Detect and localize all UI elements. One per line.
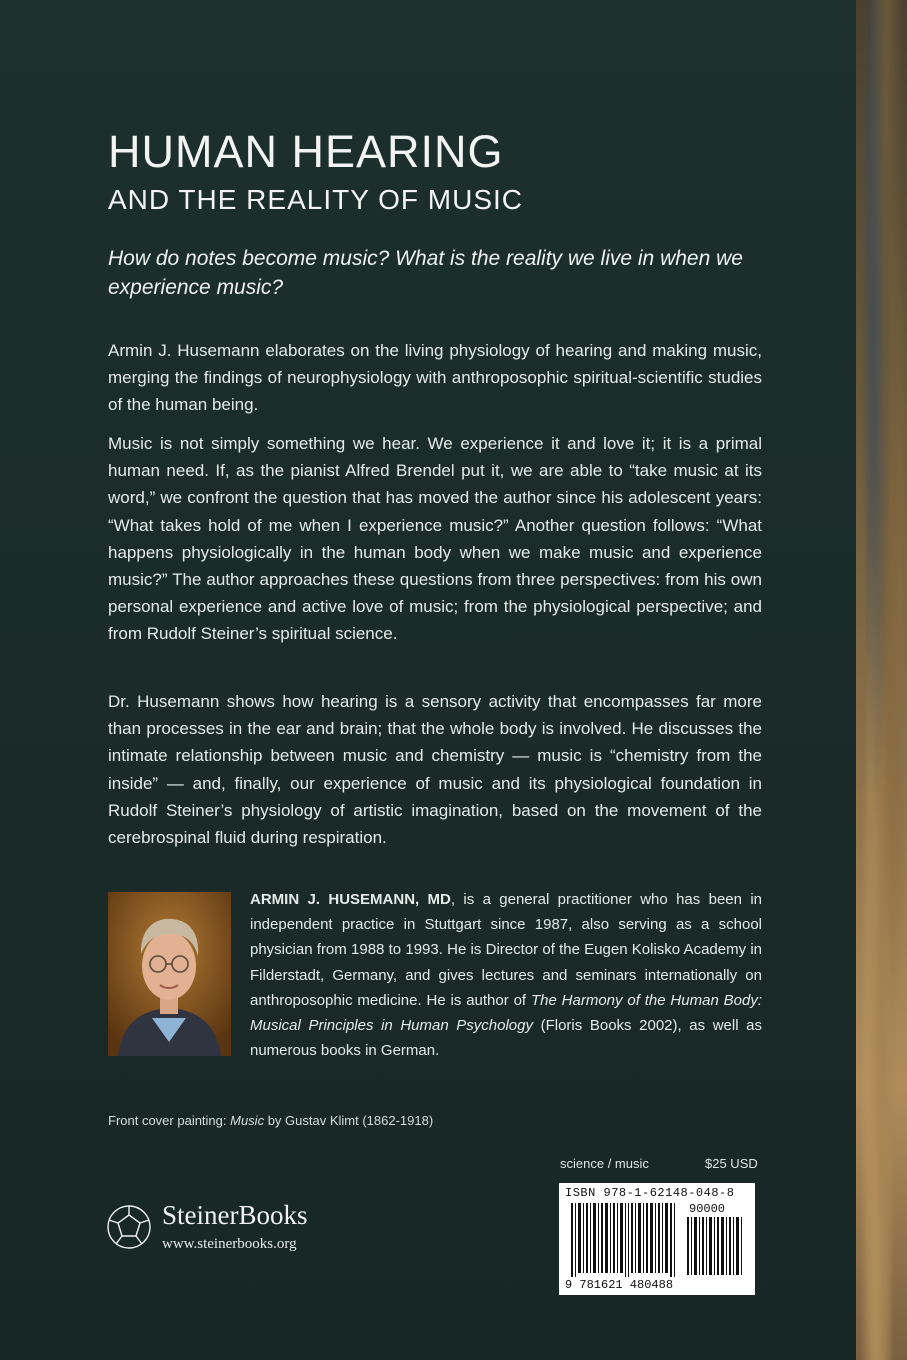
barcode-addon: 90000: [689, 1202, 726, 1216]
author-bio: [250, 887, 762, 1063]
isbn-barcode: [559, 1183, 755, 1295]
author-portrait-icon: [108, 892, 231, 1056]
author-bio-text-2: (Floris Books 2002), as well as numerous books in German.: [250, 1017, 762, 1060]
category-label: science / music: [560, 1156, 649, 1171]
credit-work: Music: [230, 1113, 265, 1128]
publisher-name: SteinerBooks: [162, 1200, 308, 1230]
description-paragraph-1: Armin J. Husemann elaborates on the living physiology of hearing and making music, merging the findings of neurophysiology with anthroposophic spiritual-scientific studies of the human being.: [108, 341, 762, 415]
credit-prefix: Front cover painting:: [108, 1113, 231, 1128]
isbn-number: ISBN 978-1-62148-048-8: [565, 1186, 735, 1200]
book-subtitle: AND THE REALITY OF MUSIC: [108, 184, 524, 215]
barcode-digits: 9 781621 480488: [565, 1278, 674, 1292]
steinerbooks-dodecahedron-icon: [106, 1204, 152, 1250]
tagline: How do notes become music? What is the reality we live in when we experience music?: [108, 247, 743, 299]
description-paragraph-2: Music is not simply something we hear. We experience it and love it; it is a primal human need. If, as the pianist Alfred Brendel put it, we are able to “take music at its word,” we confront the question that has moved the author since his adolescent years: “What takes hold of me when I experience music?” Another question follows: “What happens physiologically in the human body when we make music and experience music?” The author approaches these questions from three perspectives: from his own personal experience and active love of music; from the physiological perspective; and from Rudolf Steiner’s spiritual science.: [108, 434, 762, 644]
cover-painting-edge: [856, 0, 907, 1360]
publisher-website: www.steinerbooks.org: [162, 1236, 297, 1252]
author-name: ARMIN J. HUSEMANN, MD: [250, 891, 451, 908]
description-paragraph-3: Dr. Husemann shows how hearing is a sensory activity that encompasses far more than processes in the ear and brain; that the whole body is involved. He discusses the intimate relationship between music and chemistry — music is “chemistry from the inside” — and, finally, our experience of music and its physiological foundation in Rudolf Steiner’s physiology of artistic imagination, based on the movement of the cerebrospinal fluid during respiration.: [108, 692, 762, 848]
price-label: $25 USD: [705, 1156, 758, 1171]
book-title: HUMAN HEARING: [108, 126, 504, 177]
author-photo: [108, 892, 231, 1056]
cover-credit: [108, 1113, 433, 1128]
author-bio-text-1: , is a general practitioner who has been in independent practice in Stuttgart since 1987, also serving as a school physician from 1988 to 1993. He is Director of the Eugen Kolisko Academy in Filderstadt, Germany, and gives lectures and seminars internationally on anthroposophic medicine. He is author of: [250, 891, 763, 1009]
author-book-title: The Harmony of the Human Body: Musical Principles in Human Psychology: [250, 991, 762, 1035]
credit-suffix: by Gustav Klimt (1862-1918): [264, 1113, 434, 1128]
